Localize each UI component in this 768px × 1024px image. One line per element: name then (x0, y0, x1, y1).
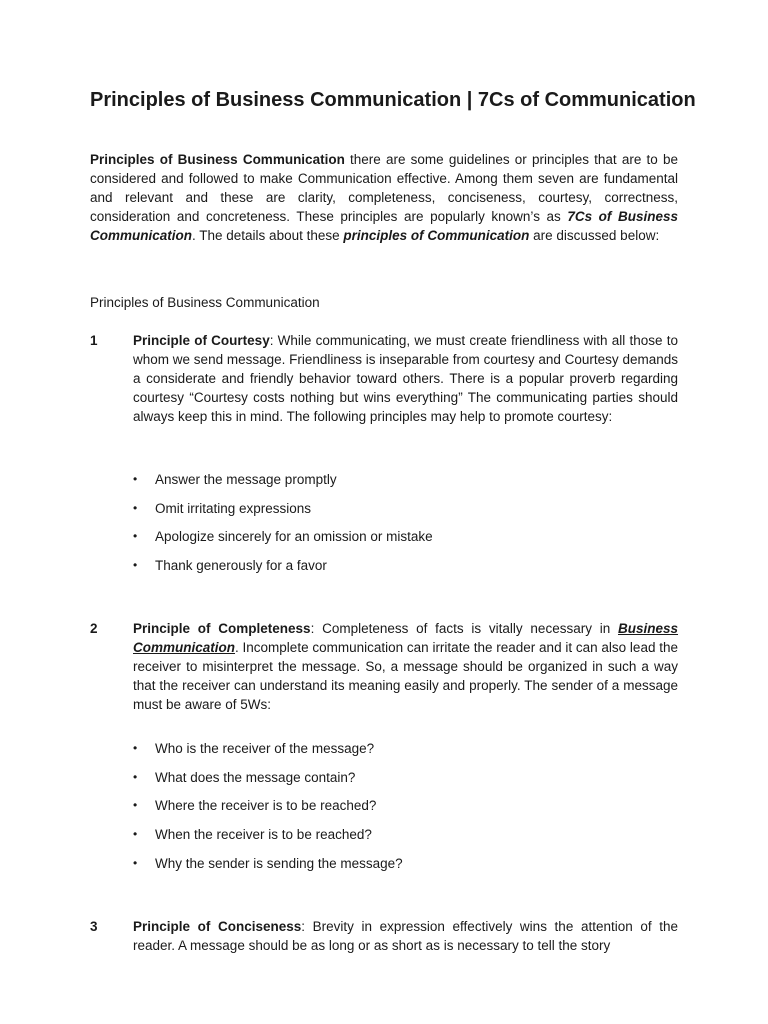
list-item-text: Answer the message promptly (155, 472, 337, 487)
section-completeness-heading: Principle of Completeness (133, 621, 311, 636)
list-item (133, 556, 678, 585)
intro-text-1: there are some guidelines or principles that are to be considered and followed to make Communication effective. Among them seven are fundamental and relevant and these are clarity, completeness, conciseness, courtesy, correctness, consideration and concreteness. These principles are popularly known’s as (90, 152, 678, 224)
section-conciseness-body (133, 917, 678, 955)
section-courtesy-text: : While communicating, we must create friendliness with all those to whom we send message. Friendliness is inseparable from courtesy and Courtesy demands a considerate and friendly behavior toward others. There is a popular proverb regarding courtesy “Courtesy costs nothing but wins everything” The communicating parties should always keep this in mind. The following principles may help to promote courtesy: (133, 333, 678, 424)
bullet-icon: • (133, 558, 138, 573)
section-number-3: 3 (90, 919, 98, 934)
list-item (133, 768, 678, 797)
list-item (133, 470, 678, 499)
list-item-text: Who is the receiver of the message? (155, 741, 375, 756)
section-completeness-text-before-link: : Completeness of facts is vitally necessary in (310, 621, 618, 636)
page-title: Principles of Business Communication | 7Cs of Communication (90, 89, 696, 111)
courtesy-bullet-list (133, 470, 678, 585)
list-item (133, 499, 678, 528)
bullet-icon: • (133, 798, 138, 813)
intro-7cs-term: 7Cs of Business Communication (90, 209, 678, 243)
bullet-icon: • (133, 827, 138, 842)
section-courtesy-heading: Principle of Courtesy (133, 333, 270, 348)
section-number-2: 2 (90, 621, 98, 636)
section-completeness-text: . Incomplete communication can irritate the reader and it can also lead the receiver to misinterpret the message. So, a message should be organized in such a way that the receiver can understand its meaning easily and properly. The sender of a message must be aware of 5Ws: (133, 640, 678, 712)
section-courtesy-body (133, 331, 678, 426)
list-item (133, 739, 678, 768)
list-item (133, 527, 678, 556)
bullet-icon: • (133, 769, 138, 784)
list-item-text: Why the sender is sending the message? (155, 855, 403, 871)
intro-principles-term: principles of Communication (343, 228, 530, 243)
section-completeness-body (133, 619, 678, 714)
list-item-text: Omit irritating expressions (155, 500, 312, 516)
list-item-text: When the receiver is to be reached? (155, 827, 372, 843)
list-item-text: Thank generously for a favor (155, 558, 327, 574)
list-item-text: Where the receiver is to be reached? (155, 798, 377, 814)
completeness-bullet-list (133, 739, 678, 882)
section-subheading: Principles of Business Communication (90, 295, 320, 310)
list-item-text: What does the message contain? (155, 769, 356, 785)
list-item (133, 854, 678, 883)
section-conciseness-text: : Brevity in expression effectively wins the attention of the reader. A message should be as long or as short as is necessary to tell the story (133, 919, 678, 953)
business-communication-link[interactable]: Business Communication (133, 621, 679, 655)
bullet-icon: • (133, 855, 138, 870)
intro-text-2: . The details about these (192, 228, 344, 243)
bullet-icon: • (133, 500, 138, 515)
list-item (133, 825, 678, 854)
bullet-icon: • (133, 529, 138, 544)
bullet-icon: • (133, 472, 138, 486)
section-number-1: 1 (90, 333, 98, 348)
list-item-text: Apologize sincerely for an omission or mistake (155, 529, 433, 545)
section-conciseness-heading: Principle of Conciseness (133, 919, 302, 934)
bullet-icon: • (133, 741, 138, 755)
list-item (133, 796, 678, 825)
intro-text-3: are discussed below: (529, 228, 660, 243)
intro-paragraph (90, 150, 678, 245)
intro-lead: Principles of Business Communication (90, 152, 345, 167)
